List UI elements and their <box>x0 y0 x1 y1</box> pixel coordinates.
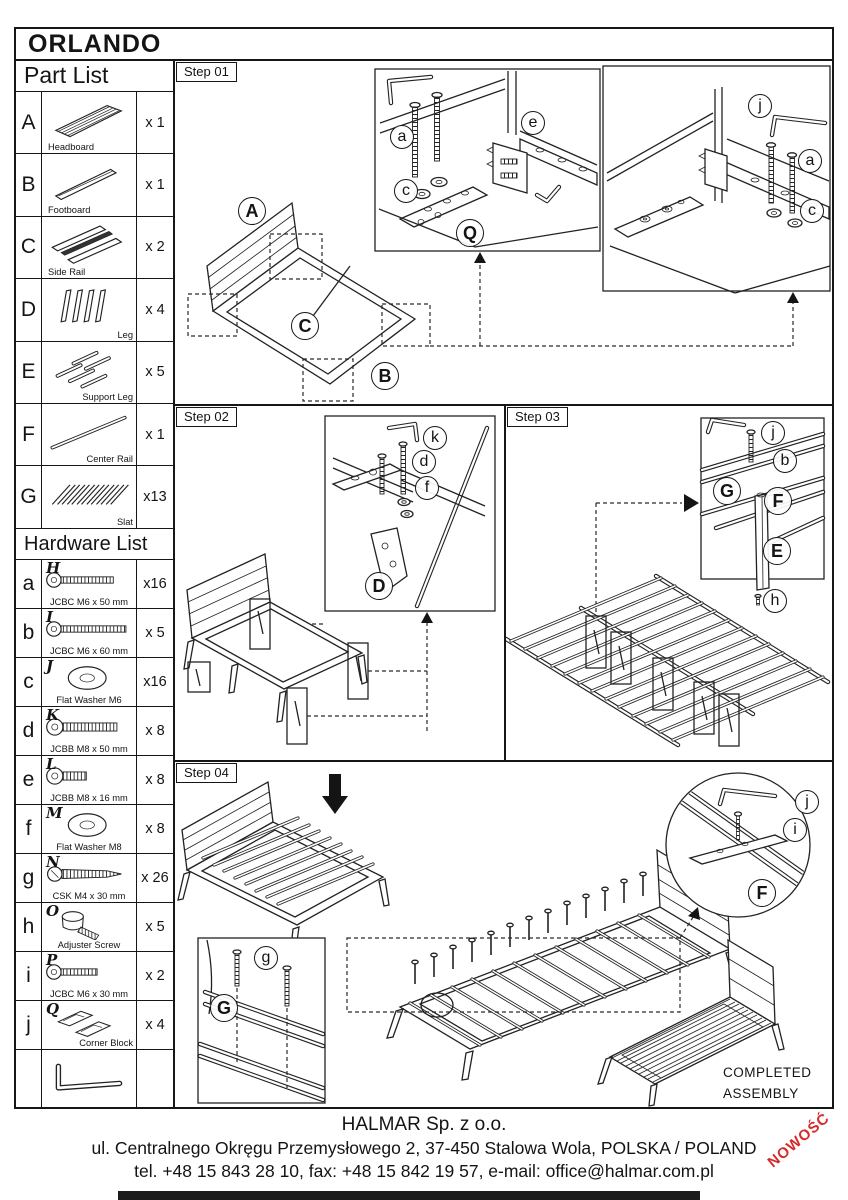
hardware-qty: x16 <box>136 658 173 706</box>
hardware-caption: Corner Block <box>79 1037 133 1048</box>
callout-a: a <box>390 125 414 149</box>
callout-E: E <box>763 537 791 565</box>
hardware-qty: x 4 <box>136 1001 173 1049</box>
callout-d: d <box>412 450 436 474</box>
hardware-image-cell <box>42 1001 136 1049</box>
hardware-caption: JCBC M6 x 50 mm <box>49 596 129 607</box>
hardware-qty: x 8 <box>136 756 173 804</box>
company-name: HALMAR Sp. z o.o. <box>341 1114 507 1135</box>
hardware-image-cell <box>42 903 136 951</box>
callout-F: F <box>764 487 792 515</box>
scan-edge-bar <box>118 1191 700 1200</box>
hardware-image-cell <box>42 707 136 755</box>
hardware-row-a <box>16 560 173 609</box>
callout-h: h <box>763 589 787 613</box>
hardware-caption: JCBB M8 x 16 mm <box>50 792 128 803</box>
washer-icon <box>44 662 134 694</box>
step-04-label: Step 04 <box>176 763 237 783</box>
part-qty: x 4 <box>136 279 173 340</box>
hardware-qty: x16 <box>136 560 173 608</box>
part-row-E <box>16 342 173 404</box>
step-04-illustration <box>175 762 832 1107</box>
allen-key-id-cell <box>16 1050 42 1107</box>
callout-A: A <box>238 197 266 225</box>
callout-a: a <box>798 149 822 173</box>
hardware-id: j <box>16 1001 42 1049</box>
hardware-image-cell <box>42 952 136 1000</box>
hardware-image-cell <box>42 756 136 804</box>
hardware-code: J <box>46 657 54 675</box>
callout-f: f <box>415 476 439 500</box>
hardware-id: h <box>16 903 42 951</box>
hardware-id: a <box>16 560 42 608</box>
headboard-icon <box>44 95 134 141</box>
hardware-image-cell <box>42 609 136 657</box>
part-id: E <box>16 342 42 403</box>
nowosc-stamp: NOWOŚĆ <box>764 1109 834 1172</box>
hardware-image-cell <box>42 805 136 853</box>
hardware-qty: x 2 <box>136 952 173 1000</box>
part-image-cell <box>42 342 136 403</box>
part-id: F <box>16 404 42 465</box>
part-qty: x 5 <box>136 342 173 403</box>
part-caption: Support Leg <box>82 391 133 402</box>
part-qty: x 1 <box>136 404 173 465</box>
step-01-label: Step 01 <box>176 62 237 82</box>
hardware-caption: Flat Washer M6 <box>56 694 122 705</box>
hardware-code: P <box>46 951 58 969</box>
hardware-row-b <box>16 609 173 658</box>
hardware-row-i <box>16 952 173 1001</box>
hardware-code: I <box>46 608 54 626</box>
part-image-cell <box>42 217 136 278</box>
hardware-row-c <box>16 658 173 707</box>
support-leg-icon <box>44 344 134 390</box>
step-03-panel <box>506 406 832 760</box>
callout-j: j <box>761 421 785 445</box>
footer <box>0 1109 848 1183</box>
step-01-panel <box>175 61 832 404</box>
hardware-id: g <box>16 854 42 902</box>
hardware-row-h <box>16 903 173 952</box>
hardware-code: M <box>46 804 63 822</box>
bolt-icon <box>44 957 134 987</box>
part-list-header: Part List <box>16 61 173 92</box>
part-image-cell <box>42 279 136 340</box>
hardware-row-j <box>16 1001 173 1050</box>
hardware-caption: Adjuster Screw <box>57 939 121 950</box>
part-caption: Headboard <box>48 142 95 153</box>
part-id: B <box>16 154 42 215</box>
hardware-id: i <box>16 952 42 1000</box>
bolt-icon <box>44 614 134 644</box>
page-title: ORLANDO <box>16 29 832 61</box>
part-row-C <box>16 217 173 279</box>
hardware-id: f <box>16 805 42 853</box>
hardware-row-g <box>16 854 173 903</box>
part-row-A <box>16 92 173 154</box>
hardware-row-d <box>16 707 173 756</box>
hardware-qty: x 5 <box>136 903 173 951</box>
part-image-cell <box>42 404 136 465</box>
part-caption: Footboard <box>48 204 91 215</box>
hardware-image-cell <box>42 854 136 902</box>
callout-G: G <box>210 994 238 1022</box>
hardware-list-header: Hardware List <box>16 529 173 560</box>
hardware-id: d <box>16 707 42 755</box>
part-row-G <box>16 466 173 528</box>
callout-i: i <box>783 818 807 842</box>
hardware-caption: JCBC M6 x 60 mm <box>49 645 129 656</box>
hardware-id: e <box>16 756 42 804</box>
part-qty: x 1 <box>136 92 173 153</box>
hardware-caption: Flat Washer M8 <box>56 841 122 852</box>
part-id: A <box>16 92 42 153</box>
part-row-F <box>16 404 173 466</box>
hardware-code: H <box>46 559 61 577</box>
part-caption: Center Rail <box>86 454 133 465</box>
callout-c: c <box>394 179 418 203</box>
hardware-id: c <box>16 658 42 706</box>
leg-icon <box>44 282 134 328</box>
step-02-panel <box>175 406 504 760</box>
part-caption: Slat <box>116 516 133 527</box>
callout-j: j <box>748 94 772 118</box>
callout-g: g <box>254 946 278 970</box>
diagram-sheet <box>14 27 834 1109</box>
hardware-code: N <box>46 853 60 871</box>
part-qty: x 1 <box>136 154 173 215</box>
callout-k: k <box>423 426 447 450</box>
callout-D: D <box>365 572 393 600</box>
part-row-B <box>16 154 173 216</box>
step-01-illustration <box>175 61 832 404</box>
part-image-cell <box>42 466 136 527</box>
allen-key-image-cell <box>42 1050 136 1107</box>
hardware-code: O <box>46 902 60 920</box>
hardware-caption: CSK M4 x 30 mm <box>52 890 126 901</box>
callout-C: C <box>291 312 319 340</box>
callout-e: e <box>521 111 545 135</box>
completed-assembly-label: COMPLETED ASSEMBLY <box>723 1065 812 1101</box>
hardware-image-cell <box>42 658 136 706</box>
part-image-cell <box>42 92 136 153</box>
callout-Q: Q <box>456 219 484 247</box>
hardware-qty: x 26 <box>136 854 173 902</box>
callout-b: b <box>773 449 797 473</box>
step-02-illustration <box>175 406 504 760</box>
allen-key-qty-cell <box>136 1050 173 1107</box>
step-04-panel <box>175 762 832 1107</box>
callout-B: B <box>371 362 399 390</box>
center-rail-icon <box>44 407 134 453</box>
company-address: ul. Centralnego Okręgu Przemysłowego 2, 37-450 Stalowa Wola, POLSKA / POLAND <box>91 1138 757 1159</box>
step-02-label: Step 02 <box>176 407 237 427</box>
side-rail-icon <box>44 219 134 265</box>
part-qty: x13 <box>136 466 173 527</box>
slat-icon <box>44 469 134 515</box>
hardware-id: b <box>16 609 42 657</box>
part-id: G <box>16 466 42 527</box>
part-caption: Leg <box>117 329 133 340</box>
footboard-icon <box>44 157 134 203</box>
part-id: C <box>16 217 42 278</box>
hardware-qty: x 8 <box>136 707 173 755</box>
callout-G: G <box>713 477 741 505</box>
callout-F: F <box>748 879 776 907</box>
hardware-code: K <box>46 706 60 724</box>
hardware-image-cell <box>42 560 136 608</box>
hardware-caption: JCBC M6 x 30 mm <box>49 988 129 999</box>
allen-key-icon <box>44 1058 134 1098</box>
part-image-cell <box>42 154 136 215</box>
hardware-row-e <box>16 756 173 805</box>
callout-j: j <box>795 790 819 814</box>
hardware-row-f <box>16 805 173 854</box>
hardware-code: Q <box>46 1000 60 1018</box>
callout-c: c <box>800 199 824 223</box>
company-contact: tel. +48 15 843 28 10, fax: +48 15 842 19 57, e-mail: office@halmar.com.pl <box>134 1161 714 1182</box>
hardware-caption: JCBB M8 x 50 mm <box>50 743 128 754</box>
bolt-icon <box>44 761 134 791</box>
parts-sidebar <box>16 61 175 1107</box>
part-id: D <box>16 279 42 340</box>
part-qty: x 2 <box>136 217 173 278</box>
hardware-code: L <box>46 755 57 773</box>
allen-key-row <box>16 1050 173 1107</box>
hardware-qty: x 8 <box>136 805 173 853</box>
part-row-D <box>16 279 173 341</box>
step-03-label: Step 03 <box>507 407 568 427</box>
hardware-qty: x 5 <box>136 609 173 657</box>
part-caption: Side Rail <box>48 267 86 278</box>
